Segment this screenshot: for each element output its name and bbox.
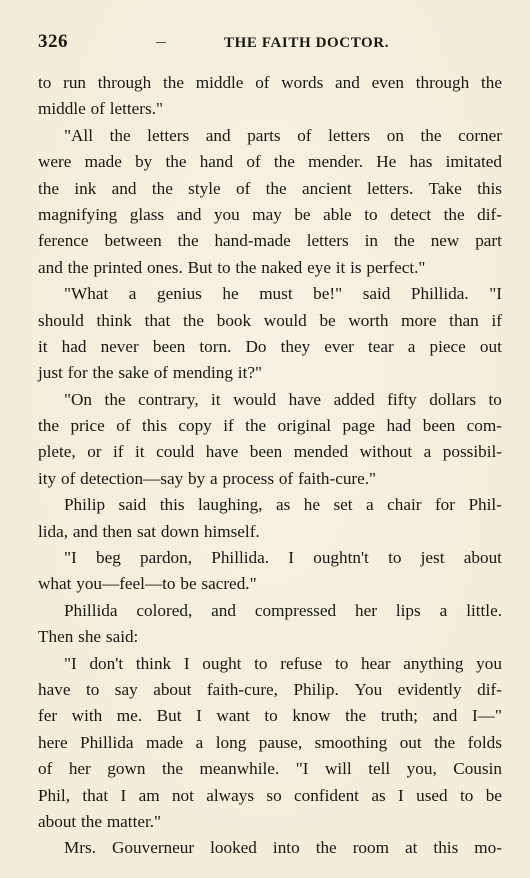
text-line: and the printed ones. But to the naked eye it is perfect."	[38, 257, 426, 277]
text-line: Philip said this laughing, as he set a chair for Phil-	[64, 495, 502, 515]
text-line: should think that the book would be worth more than if	[38, 310, 502, 330]
text-line: Phillida colored, and compressed her lips a little.	[64, 600, 502, 620]
text-line: what you—feel—to be sacred."	[38, 574, 257, 594]
text-line: magnifying glass and you may be able to detect the dif-	[38, 204, 502, 224]
page-header	[38, 28, 502, 58]
text-line: the ink and the style of the ancient letters. Take this	[38, 178, 502, 198]
text-line: Then she said:	[38, 627, 139, 647]
text-line: of her gown the meanwhile. "I will tell you, Cousin	[38, 759, 502, 779]
text-line: "All the letters and parts of letters on the corner	[64, 125, 502, 145]
text-line: "I don't think I ought to refuse to hear anything you	[64, 653, 502, 673]
text-line: were made by the hand of the mender. He has imitated	[38, 152, 502, 172]
page-number: 326	[38, 31, 68, 52]
text-line: "What a genius he must be!" said Phillida. "I	[64, 284, 502, 304]
text-line: to run through the middle of words and even through the	[38, 73, 502, 92]
text-line: lida, and then sat down himself.	[38, 521, 260, 541]
text-line: plete, or if it could have been mended without a possibil-	[38, 442, 502, 462]
text-line: the price of this copy if the original page had been com-	[38, 416, 502, 436]
text-line: have to say about faith-cure, Philip. You evidently dif-	[38, 679, 502, 699]
text-line: here Phillida made a long pause, smoothing out the folds	[38, 732, 502, 752]
text-line: "I beg pardon, Phillida. I oughtn't to jest about	[64, 548, 502, 568]
text-line: ity of detection—say by a process of faith-cure."	[38, 468, 377, 488]
text-line: just for the sake of mending it?"	[38, 363, 262, 383]
text-line: Phil, that I am not always so confident as I used to be	[38, 785, 502, 805]
header-divider	[156, 42, 166, 43]
running-title: THE FAITH DOCTOR.	[224, 35, 390, 51]
text-line: "On the contrary, it would have added fifty dollars to	[64, 389, 502, 409]
text-line: it had never been torn. Do they ever tear a piece out	[38, 336, 502, 356]
body-text	[38, 70, 502, 862]
text-line: fer with me. But I want to know the truth; and I—"	[38, 706, 502, 726]
text-line: Mrs. Gouverneur looked into the room at this mo-	[64, 838, 502, 858]
text-line: ference between the hand-made letters in the new part	[38, 231, 502, 251]
text-line: about the matter."	[38, 811, 162, 831]
text-line: middle of letters."	[38, 99, 164, 119]
